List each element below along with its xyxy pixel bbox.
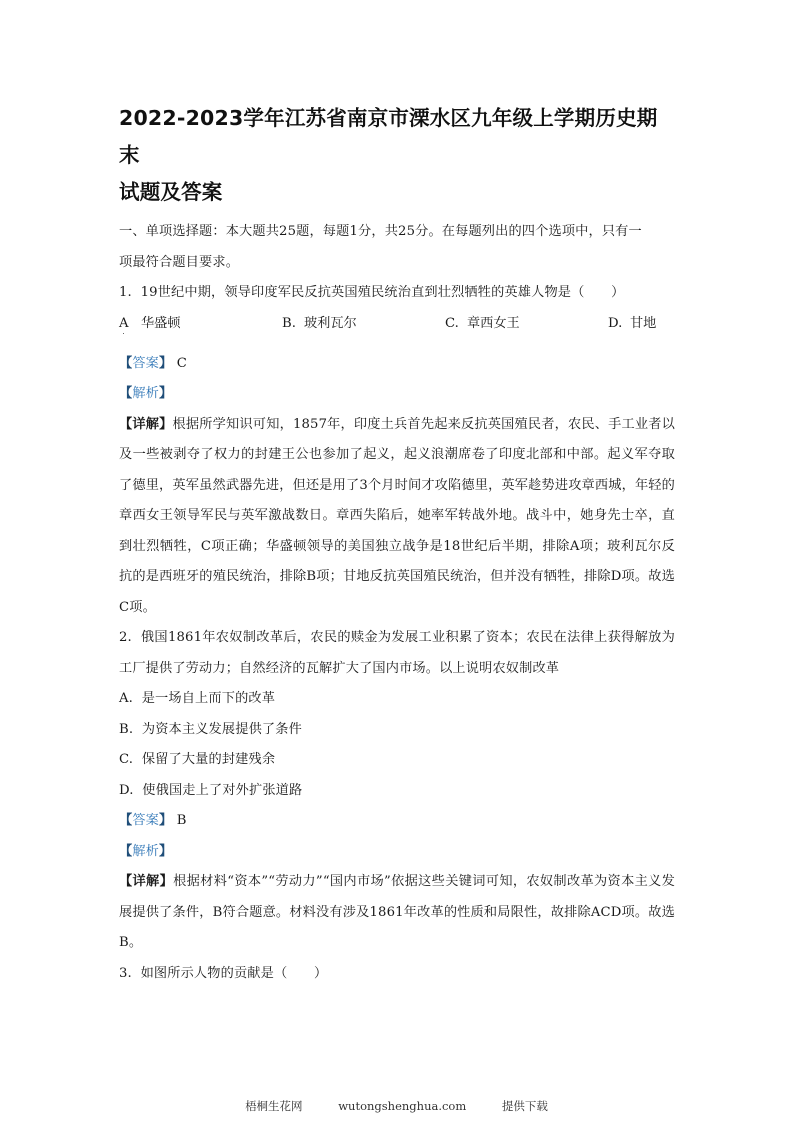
answer-label: 答案 (132, 355, 160, 371)
detail-label: 【详解】 (119, 874, 174, 889)
page-footer (0, 1098, 793, 1114)
section-heading-line-1: 一、单项选择题：本大题共25题，每题1分，共25分。在每题列出的四个选项中，只有一 (119, 224, 642, 239)
bracket-open: 【 (119, 843, 133, 859)
question-3 (119, 959, 675, 990)
options-row (119, 309, 675, 339)
option-c (445, 309, 608, 339)
analysis-label: 解析 (132, 386, 160, 401)
bracket-close: 】 (159, 813, 173, 828)
option-letter: D. (119, 782, 134, 798)
footer-site-name: 梧桐生花网 (245, 1099, 303, 1113)
answer-value: C (176, 355, 187, 371)
option-text: 甘地 (630, 315, 657, 331)
bracket-close: 】 (159, 355, 173, 371)
document-title (119, 100, 675, 211)
option-a (119, 309, 282, 339)
document-page (119, 100, 675, 989)
question-number: 1. (119, 285, 132, 300)
question-number: 2. (119, 630, 132, 645)
option-letter: D. (608, 315, 623, 331)
analysis-label: 解析 (132, 843, 160, 859)
option-b (282, 309, 445, 339)
detail-text: 根据材料“资本”“劳动力”“国内市场”依据这些关键词可知，农奴制改革为资本主义发展提供了条件，B符合题意。材料没有涉及1861年改革的性质和局限性，故排除ACD项。故选B。 (119, 874, 675, 950)
option-letter: A (119, 315, 129, 331)
detail-explanation (119, 410, 675, 624)
option-letter: B. (282, 315, 296, 331)
answer-label: 答案 (132, 813, 160, 828)
option-text: 是一场自上而下的改革 (141, 691, 276, 706)
section-heading (119, 217, 675, 278)
analysis-heading (119, 379, 675, 410)
footer-note: 提供下载 (501, 1099, 548, 1113)
option-letter: A. (119, 691, 134, 706)
title-line-2: 试题及答案 (119, 180, 223, 204)
option-text: 章西女王 (467, 315, 520, 331)
bracket-open: 【 (119, 355, 133, 371)
option-letter: C. (445, 315, 459, 331)
option-a (119, 684, 675, 715)
option-d (119, 776, 675, 807)
question-stem (119, 623, 675, 684)
section-heading-line-2: 项最符合题目要求。 (119, 254, 240, 270)
detail-explanation (119, 867, 675, 959)
option-text: 使俄国走上了对外扩张道路 (142, 782, 303, 798)
option-text: 华盛顿 (141, 315, 181, 331)
option-text: 玻利瓦尔 (304, 315, 357, 331)
bracket-close: 】 (159, 843, 173, 859)
answer-line (119, 806, 675, 837)
stray-dot-mark (119, 339, 675, 349)
question-text: 19世纪中期，领导印度军民反抗英国殖民统治直到壮烈牺牲的英雄人物是（ ） (140, 285, 625, 300)
question-stem (119, 278, 675, 309)
bracket-close: 】 (159, 386, 173, 401)
option-text: 为资本主义发展提供了条件 (141, 721, 302, 737)
analysis-heading (119, 837, 675, 868)
question-1 (119, 278, 675, 623)
bracket-open: 【 (119, 386, 133, 401)
detail-text: 根据所学知识可知，1857年，印度土兵首先起来反抗英国殖民者，农民、手工业者以及一些被剥夺了权力的封建王公也参加了起义，起义浪潮席卷了印度北部和中部。起义军夺取了德里，英军虽然武器先进，但还是用了3个月时间才攻陷德里，英军趁势进攻章西城，年轻的章西女王领导军民与英军激战数日。章西失陷后，她率军转战外地。战斗中，她身先士卒，直到壮烈牺牲，C项正确；华盛顿领导的美国独立战争是18世纪后半期，排除A项；玻利瓦尔反抗的是西班牙的殖民统治，排除B项；甘地反抗英国殖民统治，但并没有牺牲，排除D项。故选C项。 (119, 416, 675, 615)
question-number: 3. (119, 965, 132, 981)
answer-line (119, 349, 675, 380)
title-line-1: 2022-2023学年江苏省南京市溧水区九年级上学期历史期末 (119, 106, 658, 167)
question-2 (119, 623, 675, 959)
footer-domain-link[interactable]: wutongshenghua.com (338, 1099, 467, 1113)
question-text: 如图所示人物的贡献是（ ） (140, 965, 328, 981)
option-b (119, 715, 675, 746)
answer-value: B (176, 813, 187, 828)
option-c (119, 745, 675, 776)
detail-label: 【详解】 (119, 416, 173, 432)
option-letter: C. (119, 752, 134, 767)
option-letter: B. (119, 721, 134, 737)
option-d (608, 309, 656, 339)
bracket-open: 【 (119, 813, 133, 828)
question-stem (119, 959, 675, 990)
question-text: 俄国1861年农奴制改革后，农民的赎金为发展工业积累了资本；农民在法律上获得解放为工厂提供了劳动力；自然经济的瓦解扩大了国内市场。以上说明农奴制改革 (119, 630, 675, 676)
option-text: 保留了大量的封建残余 (141, 752, 276, 767)
